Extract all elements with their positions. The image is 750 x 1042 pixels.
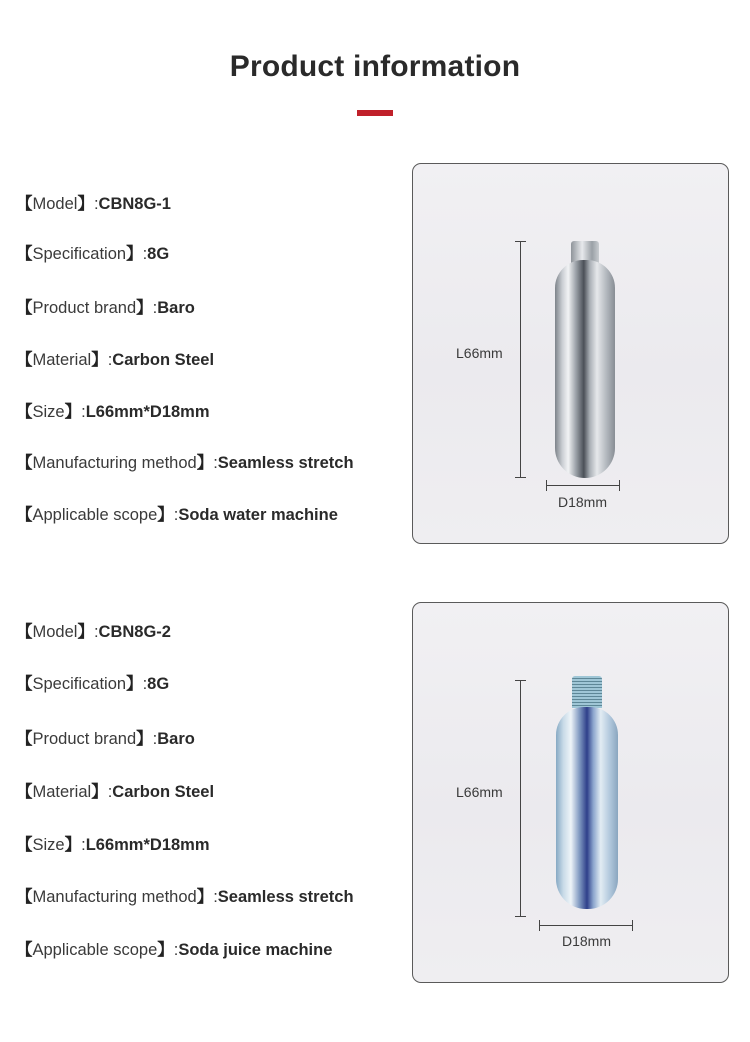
spec-model: 【Model】:CBN8G-2 (16, 623, 171, 641)
spec-applicable-scope: 【Applicable scope】:Soda juice machine (16, 941, 333, 959)
page-title: Product information (229, 50, 521, 83)
product-1-photo (412, 163, 729, 544)
threaded-neck (572, 676, 602, 708)
diameter-label: D18mm (558, 494, 608, 510)
product-2-photo (412, 602, 729, 983)
spec-size: 【Size】:L66mm*D18mm (16, 836, 210, 854)
spec-material: 【Material】:Carbon Steel (16, 351, 215, 369)
co2-cartridge-image (555, 260, 615, 478)
length-label: L66mm (456, 345, 503, 361)
length-dimension-line (520, 241, 521, 478)
spec-size: 【Size】:L66mm*D18mm (16, 403, 210, 421)
spec-specification: 【Specification】:8G (16, 675, 170, 693)
diameter-dimension-line (546, 485, 620, 486)
co2-cartridge-image (556, 707, 618, 909)
spec-specification: 【Specification】:8G (16, 245, 170, 263)
spec-brand: 【Product brand】:Baro (16, 730, 195, 748)
spec-material: 【Material】:Carbon Steel (16, 783, 215, 801)
length-dimension-line (520, 680, 521, 917)
spec-applicable-scope: 【Applicable scope】:Soda water machine (16, 506, 338, 524)
spec-model: 【Model】:CBN8G-1 (16, 195, 171, 213)
diameter-label: D18mm (562, 933, 612, 949)
spec-manufacturing-method: 【Manufacturing method】:Seamless stretch (16, 888, 354, 906)
title-accent-bar (357, 110, 393, 116)
spec-manufacturing-method: 【Manufacturing method】:Seamless stretch (16, 454, 354, 472)
spec-brand: 【Product brand】:Baro (16, 299, 195, 317)
length-label: L66mm (456, 784, 503, 800)
diameter-dimension-line (539, 925, 633, 926)
